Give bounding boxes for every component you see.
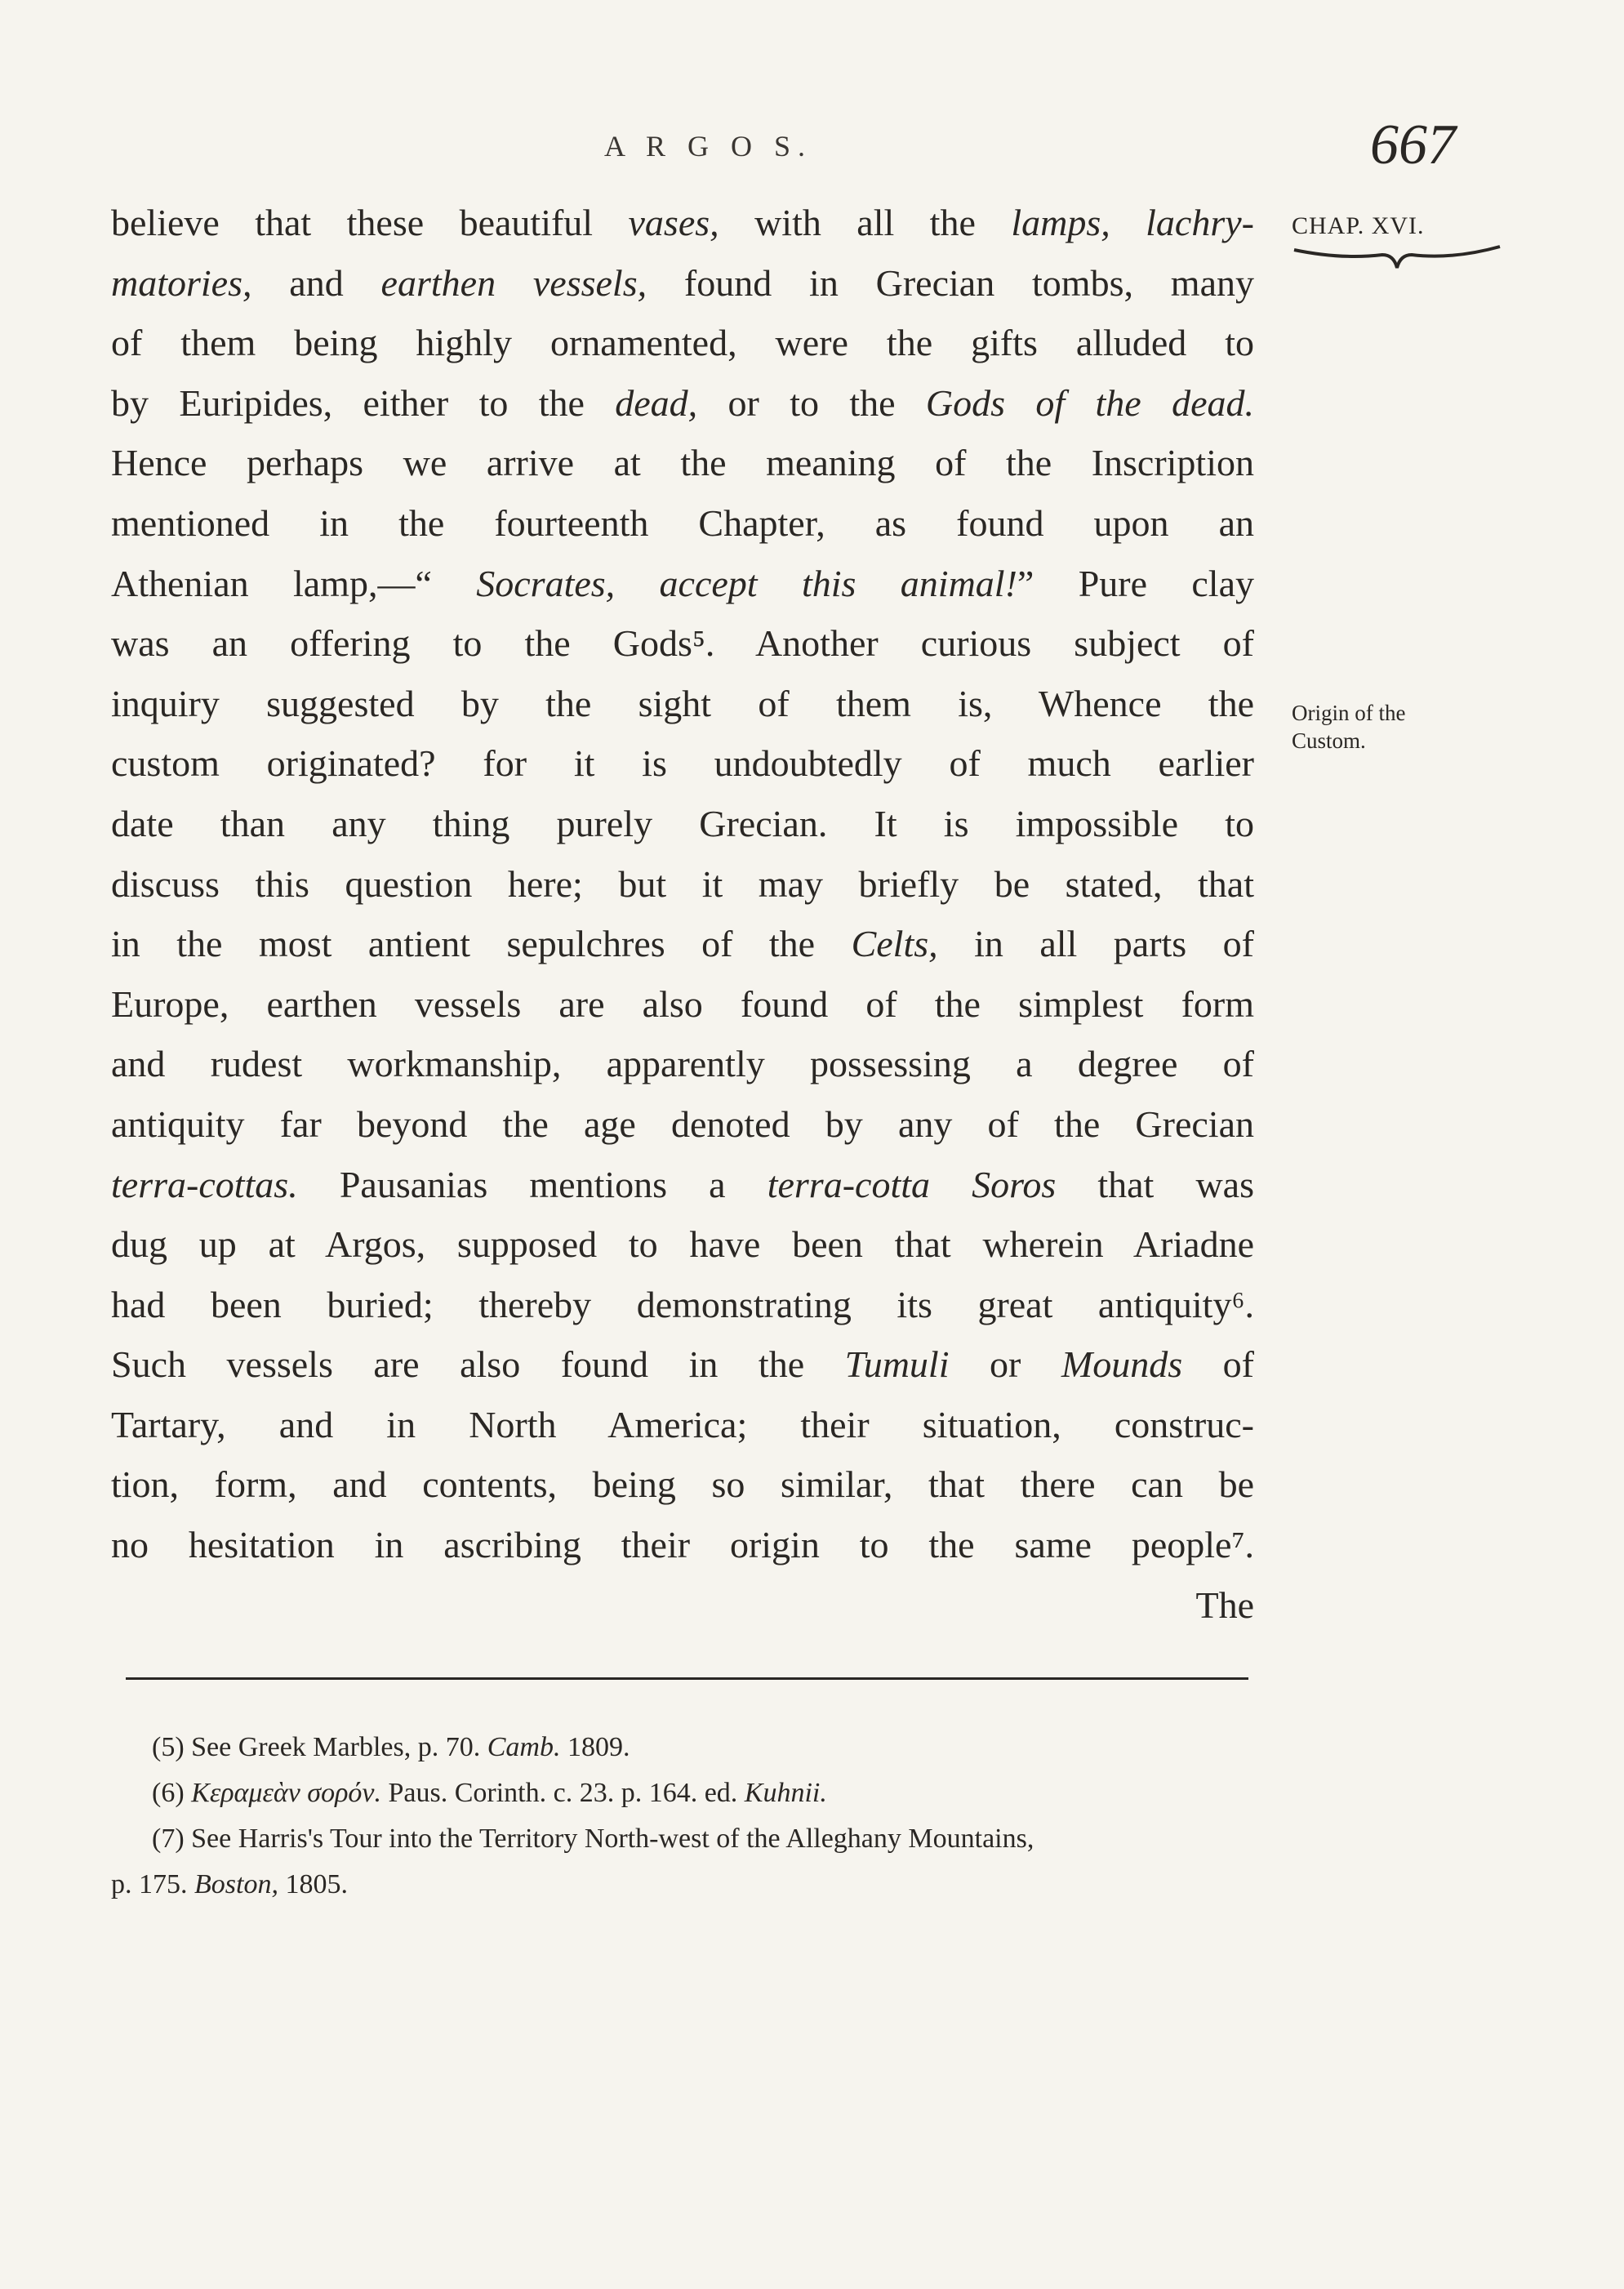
text-line: date than any thing purely Grecian. It is impossible to	[111, 802, 1254, 844]
text-line: Tartary, and in North America; their situation, construc-	[111, 1403, 1254, 1445]
text-line: antiquity far beyond the age denoted by any of the Grecian	[111, 1102, 1254, 1145]
footnote-7-continuation: p. 175. Boston, 1805.	[111, 1869, 348, 1899]
text-line: in the most antient sepulchres of the Celts, in all parts of	[111, 923, 1254, 965]
footnote-7: (7) See Harris's Tour into the Territory North-west of the Alleghany Mountains,	[152, 1824, 1034, 1854]
margin-note-origin-line1: Origin of the	[1292, 701, 1406, 725]
text-line: discuss this question here; but it may briefly be stated, that	[111, 862, 1254, 905]
footnote-5: (5) See Greek Marbles, p. 70. Camb. 1809.	[152, 1732, 630, 1762]
margin-note-origin	[1292, 699, 1479, 755]
text-line: matories, and earthen vessels, found in Grecian tombs, many	[111, 261, 1254, 304]
text-line: Such vessels are also found in the Tumuli or Mounds of	[111, 1343, 1254, 1386]
footnote-6: (6) Κεραμεὰν σορόν. Paus. Corinth. c. 23. p. 164. ed. Kuhnii.	[152, 1778, 827, 1808]
running-head: A R G O S.	[604, 130, 813, 163]
text-line: no hesitation in ascribing their origin to the same people⁷.	[111, 1524, 1254, 1566]
footnote-rule	[126, 1677, 1248, 1680]
text-line: by Euripides, either to the dead, or to the Gods of the dead.	[111, 381, 1254, 424]
text-line: custom originated? for it is undoubtedly of much earlier	[111, 742, 1254, 785]
text-line: believe that these beautiful vases, with all the lamps, lachry-	[111, 202, 1254, 243]
text-line: of them being highly ornamented, were the gifts alluded to	[111, 322, 1254, 364]
chapter-brace-ornament	[1293, 243, 1502, 271]
text-line: inquiry suggested by the sight of them is, Whence the	[111, 682, 1254, 724]
text-line: dug up at Argos, supposed to have been that wherein Ariadne	[111, 1223, 1254, 1266]
margin-chapter-label: CHAP. XVI.	[1292, 212, 1425, 239]
body-text	[111, 193, 1254, 1635]
margin-note-origin-line2: Custom.	[1292, 728, 1366, 753]
text-line: was an offering to the Gods⁵. Another curious subject of	[111, 622, 1254, 665]
catchword: The	[1195, 1583, 1254, 1626]
text-line: Europe, earthen vessels are also found of the simplest form	[111, 982, 1254, 1025]
text-line: and rudest workmanship, apparently possessing a degree of	[111, 1043, 1254, 1085]
text-line: mentioned in the fourteenth Chapter, as found upon an	[111, 501, 1254, 544]
text-line: had been buried; thereby demonstrating its great antiquity⁶.	[111, 1283, 1254, 1325]
page-number: 667	[1370, 114, 1456, 176]
text-line: terra-cottas. Pausanias mentions a terra-cotta Soros that was	[111, 1163, 1254, 1205]
text-line: Hence perhaps we arrive at the meaning of the Inscription	[111, 442, 1254, 484]
text-line: Athenian lamp,—“ Socrates, accept this animal!” Pure clay	[111, 562, 1255, 604]
footnotes	[111, 1725, 1262, 1908]
text-line: tion, form, and contents, being so similar, that there can be	[111, 1463, 1254, 1506]
